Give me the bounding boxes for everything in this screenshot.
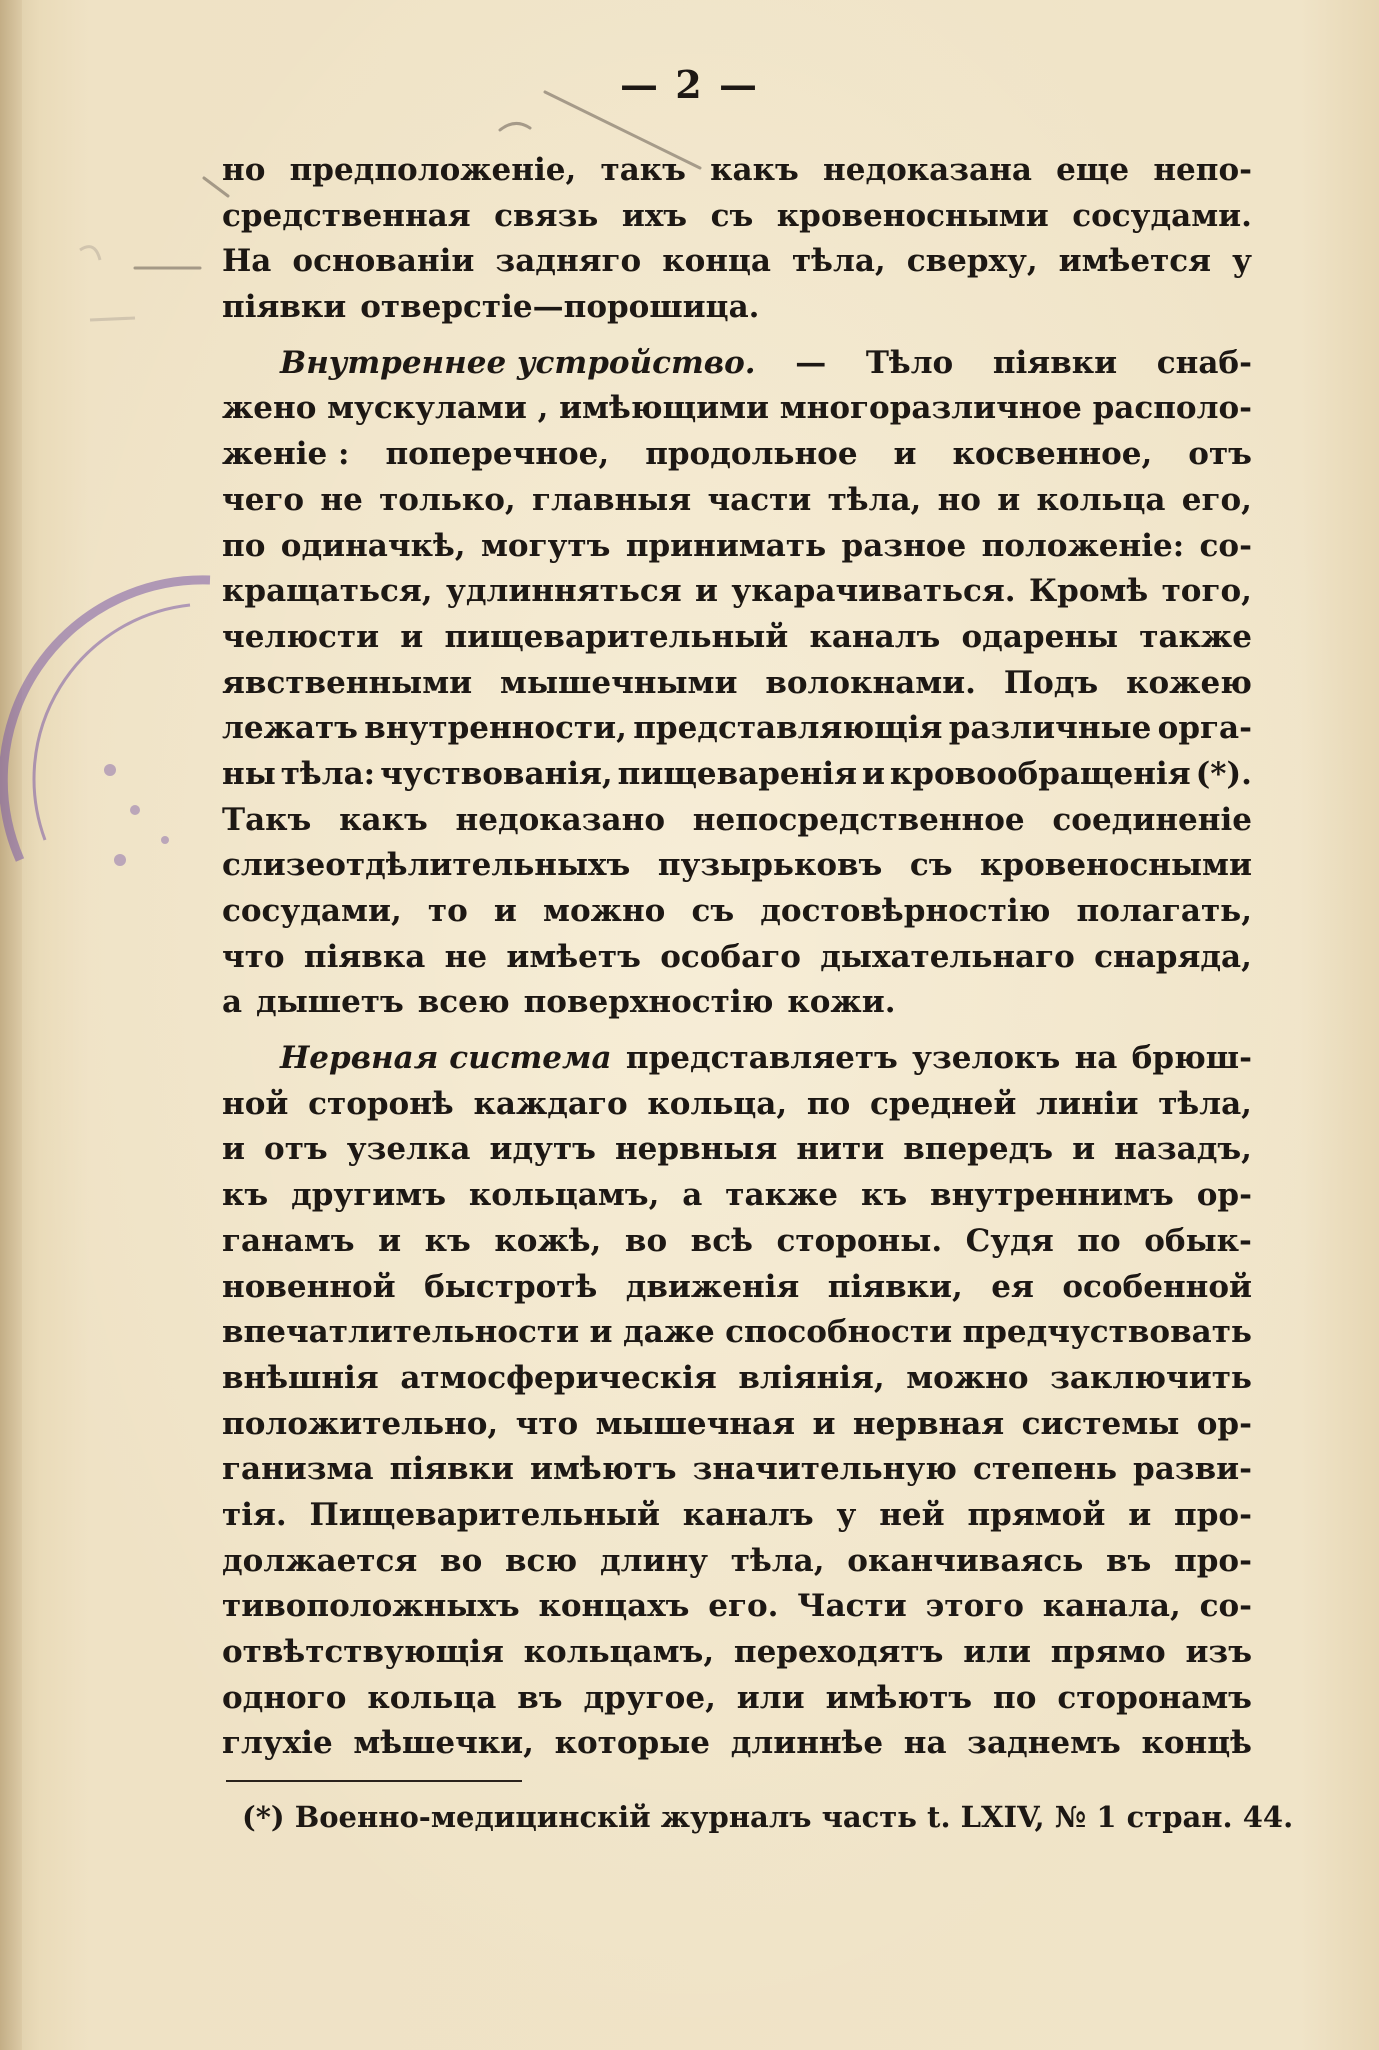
word: средней — [870, 1085, 1017, 1122]
word: непосредственное — [692, 801, 1025, 838]
word: степень — [973, 1451, 1117, 1488]
word: еще — [1056, 152, 1130, 188]
word: волокнами. — [765, 664, 976, 701]
word: недоказано — [455, 801, 665, 838]
word: со- — [1199, 527, 1252, 564]
word: концахъ — [538, 1588, 690, 1625]
word: можно — [543, 893, 666, 929]
word: могутъ — [480, 527, 611, 564]
word: сторонѣ — [308, 1085, 454, 1122]
word: разное — [841, 527, 967, 564]
text-line — [222, 148, 1252, 194]
word: нервныя — [614, 1131, 778, 1168]
word: многоразличное — [779, 390, 1082, 427]
word: идутъ — [489, 1131, 596, 1168]
text-line — [222, 478, 1252, 524]
word: отъ — [264, 1131, 328, 1168]
word: даже — [622, 1314, 715, 1351]
word: по — [222, 527, 266, 564]
word: съ — [710, 197, 754, 234]
word: стороны. — [776, 1222, 943, 1259]
text-line — [222, 285, 1252, 331]
word: укарачиваться. — [731, 573, 1016, 610]
text-line — [222, 1493, 1252, 1539]
text-line — [222, 889, 1252, 935]
word: кольцамъ, — [468, 1177, 660, 1214]
word: по — [806, 1085, 851, 1122]
word: также — [725, 1177, 839, 1214]
word: всѣ — [690, 1222, 753, 1259]
word: а — [222, 984, 243, 1021]
word: явственными — [222, 664, 473, 701]
word: къ — [860, 1177, 908, 1214]
word: и — [861, 755, 885, 792]
text-line — [222, 935, 1252, 981]
word: и — [1072, 1131, 1096, 1168]
word: Нервная система — [280, 1040, 612, 1077]
word: впечатлительности — [222, 1314, 580, 1351]
word: то — [427, 893, 468, 929]
word: значительную — [692, 1451, 957, 1488]
word: имѣющими — [559, 390, 770, 427]
word: располо- — [1092, 390, 1252, 427]
word: кровеносными — [776, 197, 1049, 234]
word: , — [537, 390, 549, 427]
text-line — [222, 798, 1252, 844]
word: всю — [505, 1542, 578, 1579]
word: лежатъ — [222, 710, 358, 747]
word: и — [378, 1222, 402, 1259]
word: сосудами. — [1072, 197, 1252, 234]
word: пузырьковъ — [657, 847, 883, 884]
text-line — [222, 615, 1252, 661]
word: пищеваренія — [617, 755, 857, 792]
word: удлинняться — [445, 573, 682, 610]
word: какъ — [710, 152, 799, 188]
word: положеніе: — [981, 527, 1185, 564]
word: дышетъ — [256, 984, 404, 1021]
word: орга- — [1157, 710, 1252, 747]
word: у — [836, 1496, 857, 1533]
word: съ — [691, 893, 735, 929]
word: разви- — [1133, 1451, 1252, 1488]
word: во — [440, 1542, 483, 1579]
word: всею — [417, 984, 510, 1021]
word: представляетъ — [625, 1040, 898, 1077]
word: піявки — [389, 1451, 514, 1488]
paragraph-gap — [222, 1026, 1252, 1036]
word: одиначкѣ, — [280, 527, 466, 564]
text-line — [222, 1265, 1252, 1311]
word: Подъ — [1003, 664, 1099, 701]
word: предчуствовать — [962, 1314, 1252, 1351]
word: поверхностію — [523, 984, 774, 1021]
word: тѣла, — [730, 1542, 825, 1579]
word: не — [320, 481, 363, 518]
word: должается — [222, 1542, 418, 1579]
word: или — [736, 1679, 805, 1716]
word: задняго — [495, 243, 642, 280]
text-line — [222, 1584, 1252, 1630]
word: соединеніе — [1052, 801, 1252, 838]
text-line — [222, 1721, 1252, 1767]
library-stamp — [0, 560, 220, 890]
word: внутренности, — [364, 710, 627, 747]
text-line — [222, 1539, 1252, 1585]
word: конца — [662, 243, 771, 280]
word: прямой — [967, 1496, 1106, 1533]
word: его. — [708, 1588, 779, 1625]
word: имѣется — [1058, 243, 1212, 280]
word: про- — [1174, 1496, 1252, 1533]
word: положительно, — [222, 1405, 499, 1442]
word: кращаться, — [222, 573, 433, 610]
word: поперечное, — [385, 436, 610, 473]
word: ор- — [1196, 1177, 1252, 1214]
word: способности — [725, 1314, 953, 1351]
word: ны — [222, 755, 276, 792]
page-number: — 2 — — [620, 62, 759, 107]
word: про- — [1174, 1542, 1252, 1579]
body-text — [222, 148, 1252, 1767]
word: быстротѣ — [424, 1268, 598, 1305]
text-line — [222, 706, 1252, 752]
word: что — [515, 1405, 579, 1442]
text-line — [222, 661, 1252, 707]
word: дыхательнаго — [820, 938, 1075, 975]
word: имѣютъ — [530, 1451, 677, 1488]
footnote-rule — [226, 1780, 522, 1782]
word: кожи. — [787, 984, 896, 1021]
word: кожѣ, — [494, 1222, 602, 1259]
text-line — [222, 239, 1252, 285]
word: піявки — [992, 344, 1118, 381]
paragraph-gap — [222, 331, 1252, 341]
word: сверху, — [906, 243, 1038, 280]
word: кожею — [1126, 664, 1252, 701]
word: снаряда, — [1094, 938, 1252, 975]
word: новенной — [222, 1268, 396, 1305]
word: одного — [222, 1679, 347, 1716]
word: каналъ — [809, 618, 941, 655]
word: не — [444, 938, 488, 975]
word: имѣетъ — [506, 938, 641, 975]
word: достовѣрностію — [760, 893, 1051, 929]
word: кольцамъ, — [523, 1634, 715, 1670]
word: Судя — [965, 1222, 1054, 1259]
text-line — [222, 1082, 1252, 1128]
word: тѣла: — [280, 755, 376, 792]
text-line — [222, 1630, 1252, 1676]
word: чего — [222, 481, 305, 518]
word: особаго — [660, 938, 801, 975]
word: другимъ — [291, 1177, 446, 1214]
word: На — [222, 243, 272, 280]
word: пищеварительный — [444, 618, 789, 655]
word: тѣла, — [1158, 1085, 1252, 1122]
word: части — [707, 481, 812, 518]
word: Тѣло — [865, 344, 954, 381]
word: піявка — [303, 938, 426, 975]
word: и — [493, 893, 517, 929]
word: и — [1128, 1496, 1152, 1533]
text-line — [222, 1402, 1252, 1448]
word: только, — [379, 481, 516, 518]
word: отвѣтствующія — [222, 1634, 504, 1670]
word: канала, — [1042, 1588, 1181, 1625]
word: Кромѣ — [1028, 573, 1149, 610]
text-line — [222, 341, 1252, 387]
word: и — [589, 1314, 613, 1351]
word: особенной — [1062, 1268, 1252, 1305]
word: продольное — [645, 436, 858, 473]
word: глухіе — [222, 1725, 333, 1762]
word: прямо — [1050, 1634, 1166, 1670]
word: предположеніе, — [289, 152, 577, 188]
word: системы — [1021, 1405, 1180, 1442]
word: Пищеварительный — [309, 1496, 660, 1533]
word: на — [1074, 1040, 1118, 1077]
word: длину — [599, 1542, 709, 1579]
word: (*). — [1195, 755, 1252, 792]
word: изъ — [1185, 1634, 1252, 1670]
word: тѣла, — [827, 481, 922, 518]
word: брюш- — [1131, 1040, 1252, 1077]
word: но — [937, 481, 981, 518]
text-line — [222, 524, 1252, 570]
text-line — [222, 1219, 1252, 1265]
text-line — [222, 1356, 1252, 1402]
word: оканчиваясь — [847, 1542, 1084, 1579]
word: въ — [517, 1679, 563, 1716]
word: и — [400, 618, 424, 655]
text-line — [222, 386, 1252, 432]
text-line — [222, 1127, 1252, 1173]
word: которые — [554, 1725, 711, 1762]
word: на — [903, 1725, 947, 1762]
word: недоказана — [823, 152, 1032, 188]
word: а — [682, 1177, 703, 1214]
word: ор- — [1196, 1405, 1252, 1442]
word: каналъ — [682, 1496, 814, 1533]
word: переходятъ — [733, 1634, 944, 1670]
word: этого — [925, 1588, 1024, 1625]
word: принимать — [625, 527, 827, 564]
text-line — [222, 843, 1252, 889]
word: непо- — [1153, 152, 1252, 188]
word: обык- — [1144, 1222, 1252, 1259]
word: по — [1077, 1222, 1121, 1259]
word: нервная — [852, 1405, 1005, 1442]
word: узелокъ — [912, 1040, 1061, 1077]
word: сторонамъ — [1057, 1679, 1252, 1716]
word: того, — [1161, 573, 1252, 610]
word: ной — [222, 1085, 289, 1122]
text-line — [222, 1447, 1252, 1493]
word: со- — [1199, 1588, 1252, 1625]
word: чуствованія, — [380, 755, 613, 792]
word: снаб- — [1156, 344, 1252, 381]
word: длиннѣе — [730, 1725, 884, 1762]
word: атмосферическія — [400, 1359, 717, 1396]
word: концѣ — [1141, 1725, 1252, 1762]
word: заключить — [1050, 1359, 1252, 1396]
word: къ — [424, 1222, 471, 1259]
word: ганизма — [222, 1451, 374, 1488]
word: внутреннимъ — [930, 1177, 1174, 1214]
word: мышечными — [500, 664, 738, 701]
word: и — [222, 1131, 245, 1168]
text-line — [222, 194, 1252, 240]
word: къ — [222, 1177, 269, 1214]
text-line — [222, 980, 1252, 1026]
word: полагать, — [1076, 893, 1252, 929]
word: и — [997, 481, 1021, 518]
word: въ — [1105, 1542, 1152, 1579]
text-line — [222, 432, 1252, 478]
word: піявки, — [827, 1268, 963, 1305]
word: тія. — [222, 1496, 287, 1533]
word: главныя — [532, 481, 692, 518]
text-line — [222, 1036, 1252, 1082]
word: узелка — [346, 1131, 471, 1168]
word: каждаго — [473, 1085, 628, 1122]
word: съ — [909, 847, 953, 884]
word: нити — [796, 1131, 885, 1168]
word: но — [222, 152, 266, 188]
word: слизеотдѣлительныхъ — [222, 847, 631, 884]
word: другое, — [583, 1679, 716, 1716]
word: мѣшечки, — [353, 1725, 534, 1762]
word: по — [993, 1679, 1037, 1716]
word: впередъ — [903, 1131, 1054, 1168]
word: Внутреннее устройство. — [280, 344, 756, 381]
word: отверстіе—порошица. — [360, 289, 760, 326]
word: такъ — [600, 152, 686, 188]
word: основаніи — [292, 243, 475, 280]
footnote: (*) Военно-медицинскій журналъ часть t. LXIV, № 1 стран. 44. — [242, 1800, 1294, 1834]
word: внѣшнія — [222, 1359, 379, 1396]
word: какъ — [339, 801, 428, 838]
word: жено — [222, 390, 317, 427]
word: связь — [494, 197, 599, 234]
word: кровообращенія — [889, 755, 1191, 792]
word: мускулами — [327, 390, 527, 427]
word: піявки — [222, 289, 347, 326]
word: одарены — [961, 618, 1119, 655]
word: вліянія, — [738, 1359, 885, 1396]
word: движенія — [625, 1268, 800, 1305]
word: что — [222, 938, 285, 975]
word: отъ — [1188, 436, 1252, 473]
word: у — [1232, 243, 1252, 280]
word: тѣла, — [791, 243, 886, 280]
text-line — [222, 1310, 1252, 1356]
word: ганамъ — [222, 1222, 355, 1259]
word: кровеносными — [980, 847, 1252, 884]
word: можно — [906, 1359, 1029, 1396]
word: косвенное, — [952, 436, 1153, 473]
word: назадъ, — [1114, 1131, 1252, 1168]
word: различные — [948, 710, 1152, 747]
text-line — [222, 569, 1252, 615]
word: имѣютъ — [825, 1679, 973, 1716]
word: кольца, — [647, 1085, 788, 1122]
word: сосудами, — [222, 893, 402, 929]
word: Части — [797, 1588, 907, 1625]
word: его, — [1181, 481, 1252, 518]
text-line — [222, 752, 1252, 798]
word: кольца — [367, 1679, 497, 1716]
word: также — [1139, 618, 1252, 655]
word: ней — [879, 1496, 945, 1533]
word: и — [695, 573, 718, 610]
word: во — [624, 1222, 668, 1259]
word: средственная — [222, 197, 471, 234]
word: и — [812, 1405, 836, 1442]
word: ихъ — [621, 197, 688, 234]
word: тивоположныхъ — [222, 1588, 520, 1625]
word: заднемъ — [967, 1725, 1121, 1762]
word: мышечная — [595, 1405, 796, 1442]
word: челюсти — [222, 618, 380, 655]
word: линіи — [1036, 1085, 1139, 1122]
word: кольца — [1036, 481, 1166, 518]
word: или — [963, 1634, 1032, 1670]
word: представляющія — [633, 710, 943, 747]
word: ея — [991, 1268, 1034, 1305]
word: — — [795, 344, 827, 381]
page-gutter — [0, 0, 22, 2050]
text-line — [222, 1676, 1252, 1722]
word: Такъ — [222, 801, 312, 838]
text-line — [222, 1173, 1252, 1219]
word: и — [893, 436, 917, 473]
word: женіе : — [222, 436, 350, 473]
